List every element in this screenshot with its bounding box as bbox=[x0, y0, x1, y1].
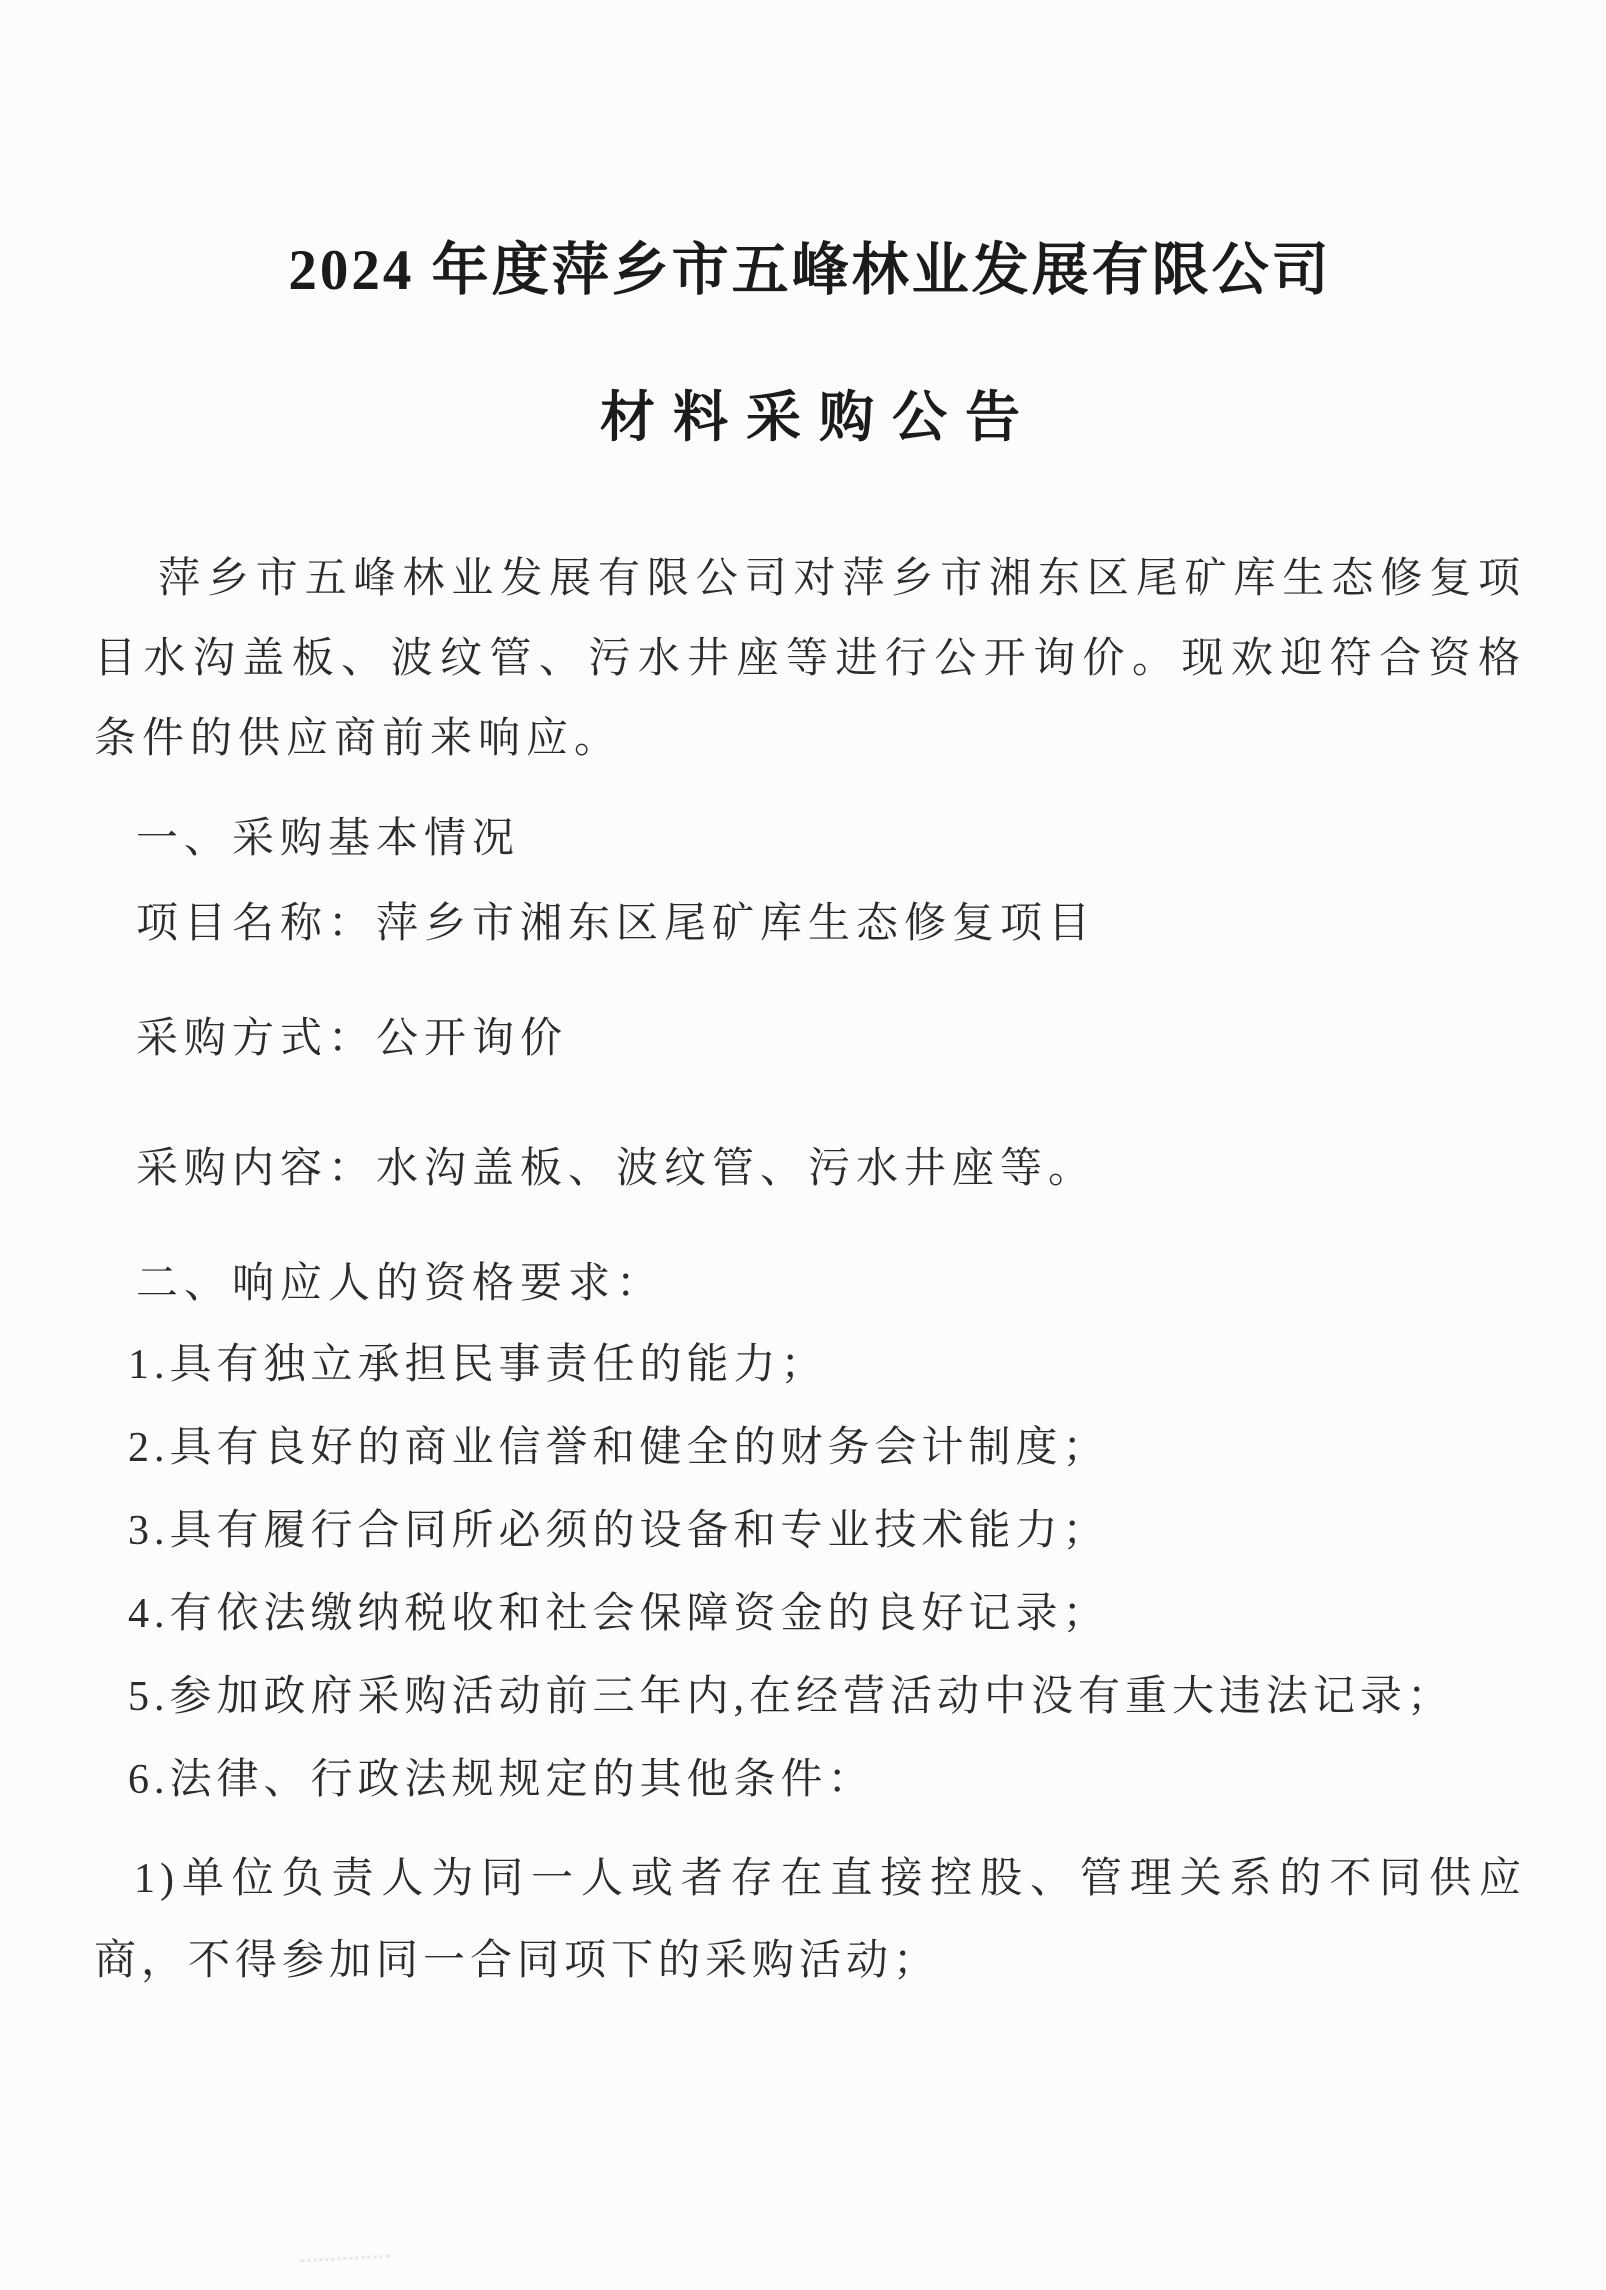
qualification-subitem-1: 1)单位负责人为同一人或者存在直接控股、管理关系的不同供应商，不得参加同一合同项下的采购活动； bbox=[94, 1855, 1526, 1984]
qualification-item-1: 1.具有独立承担民事责任的能力； bbox=[128, 1341, 828, 1388]
procurement-method-line: 采购方式：公开询价 bbox=[136, 1015, 569, 1062]
qualification-item-2: 2.具有良好的商业信誉和健全的财务会计制度； bbox=[128, 1424, 1110, 1471]
section-qualification-heading: 二、响应人的资格要求： bbox=[136, 1260, 665, 1307]
page-title: 2024 年度萍乡市五峰林业发展有限公司 bbox=[288, 239, 1332, 302]
procurement-content-line: 采购内容：水沟盖板、波纹管、污水井座等。 bbox=[136, 1145, 1097, 1192]
scan-artifact bbox=[300, 2241, 391, 2263]
project-name-line: 项目名称：萍乡市湘东区尾矿库生态修复项目 bbox=[136, 900, 1097, 947]
qualification-item-5: 5.参加政府采购活动前三年内,在经营活动中没有重大违法记录； bbox=[128, 1673, 1455, 1720]
qualification-item-3: 3.具有履行合同所必须的设备和专业技术能力； bbox=[128, 1507, 1110, 1554]
qualification-item-4: 4.有依法缴纳税收和社会保障资金的良好记录； bbox=[128, 1590, 1110, 1637]
intro-paragraph: 萍乡市五峰林业发展有限公司对萍乡市湘东区尾矿库生态修复项目水沟盖板、波纹管、污水井座等进行公开询价。现欢迎符合资格条件的供应商前来响应。 bbox=[94, 555, 1526, 762]
page-subtitle: 材料采购公告 bbox=[599, 386, 1038, 448]
section-basic-heading: 一、采购基本情况 bbox=[136, 815, 521, 862]
qualification-item-6: 6.法律、行政法规规定的其他条件： bbox=[128, 1756, 875, 1803]
